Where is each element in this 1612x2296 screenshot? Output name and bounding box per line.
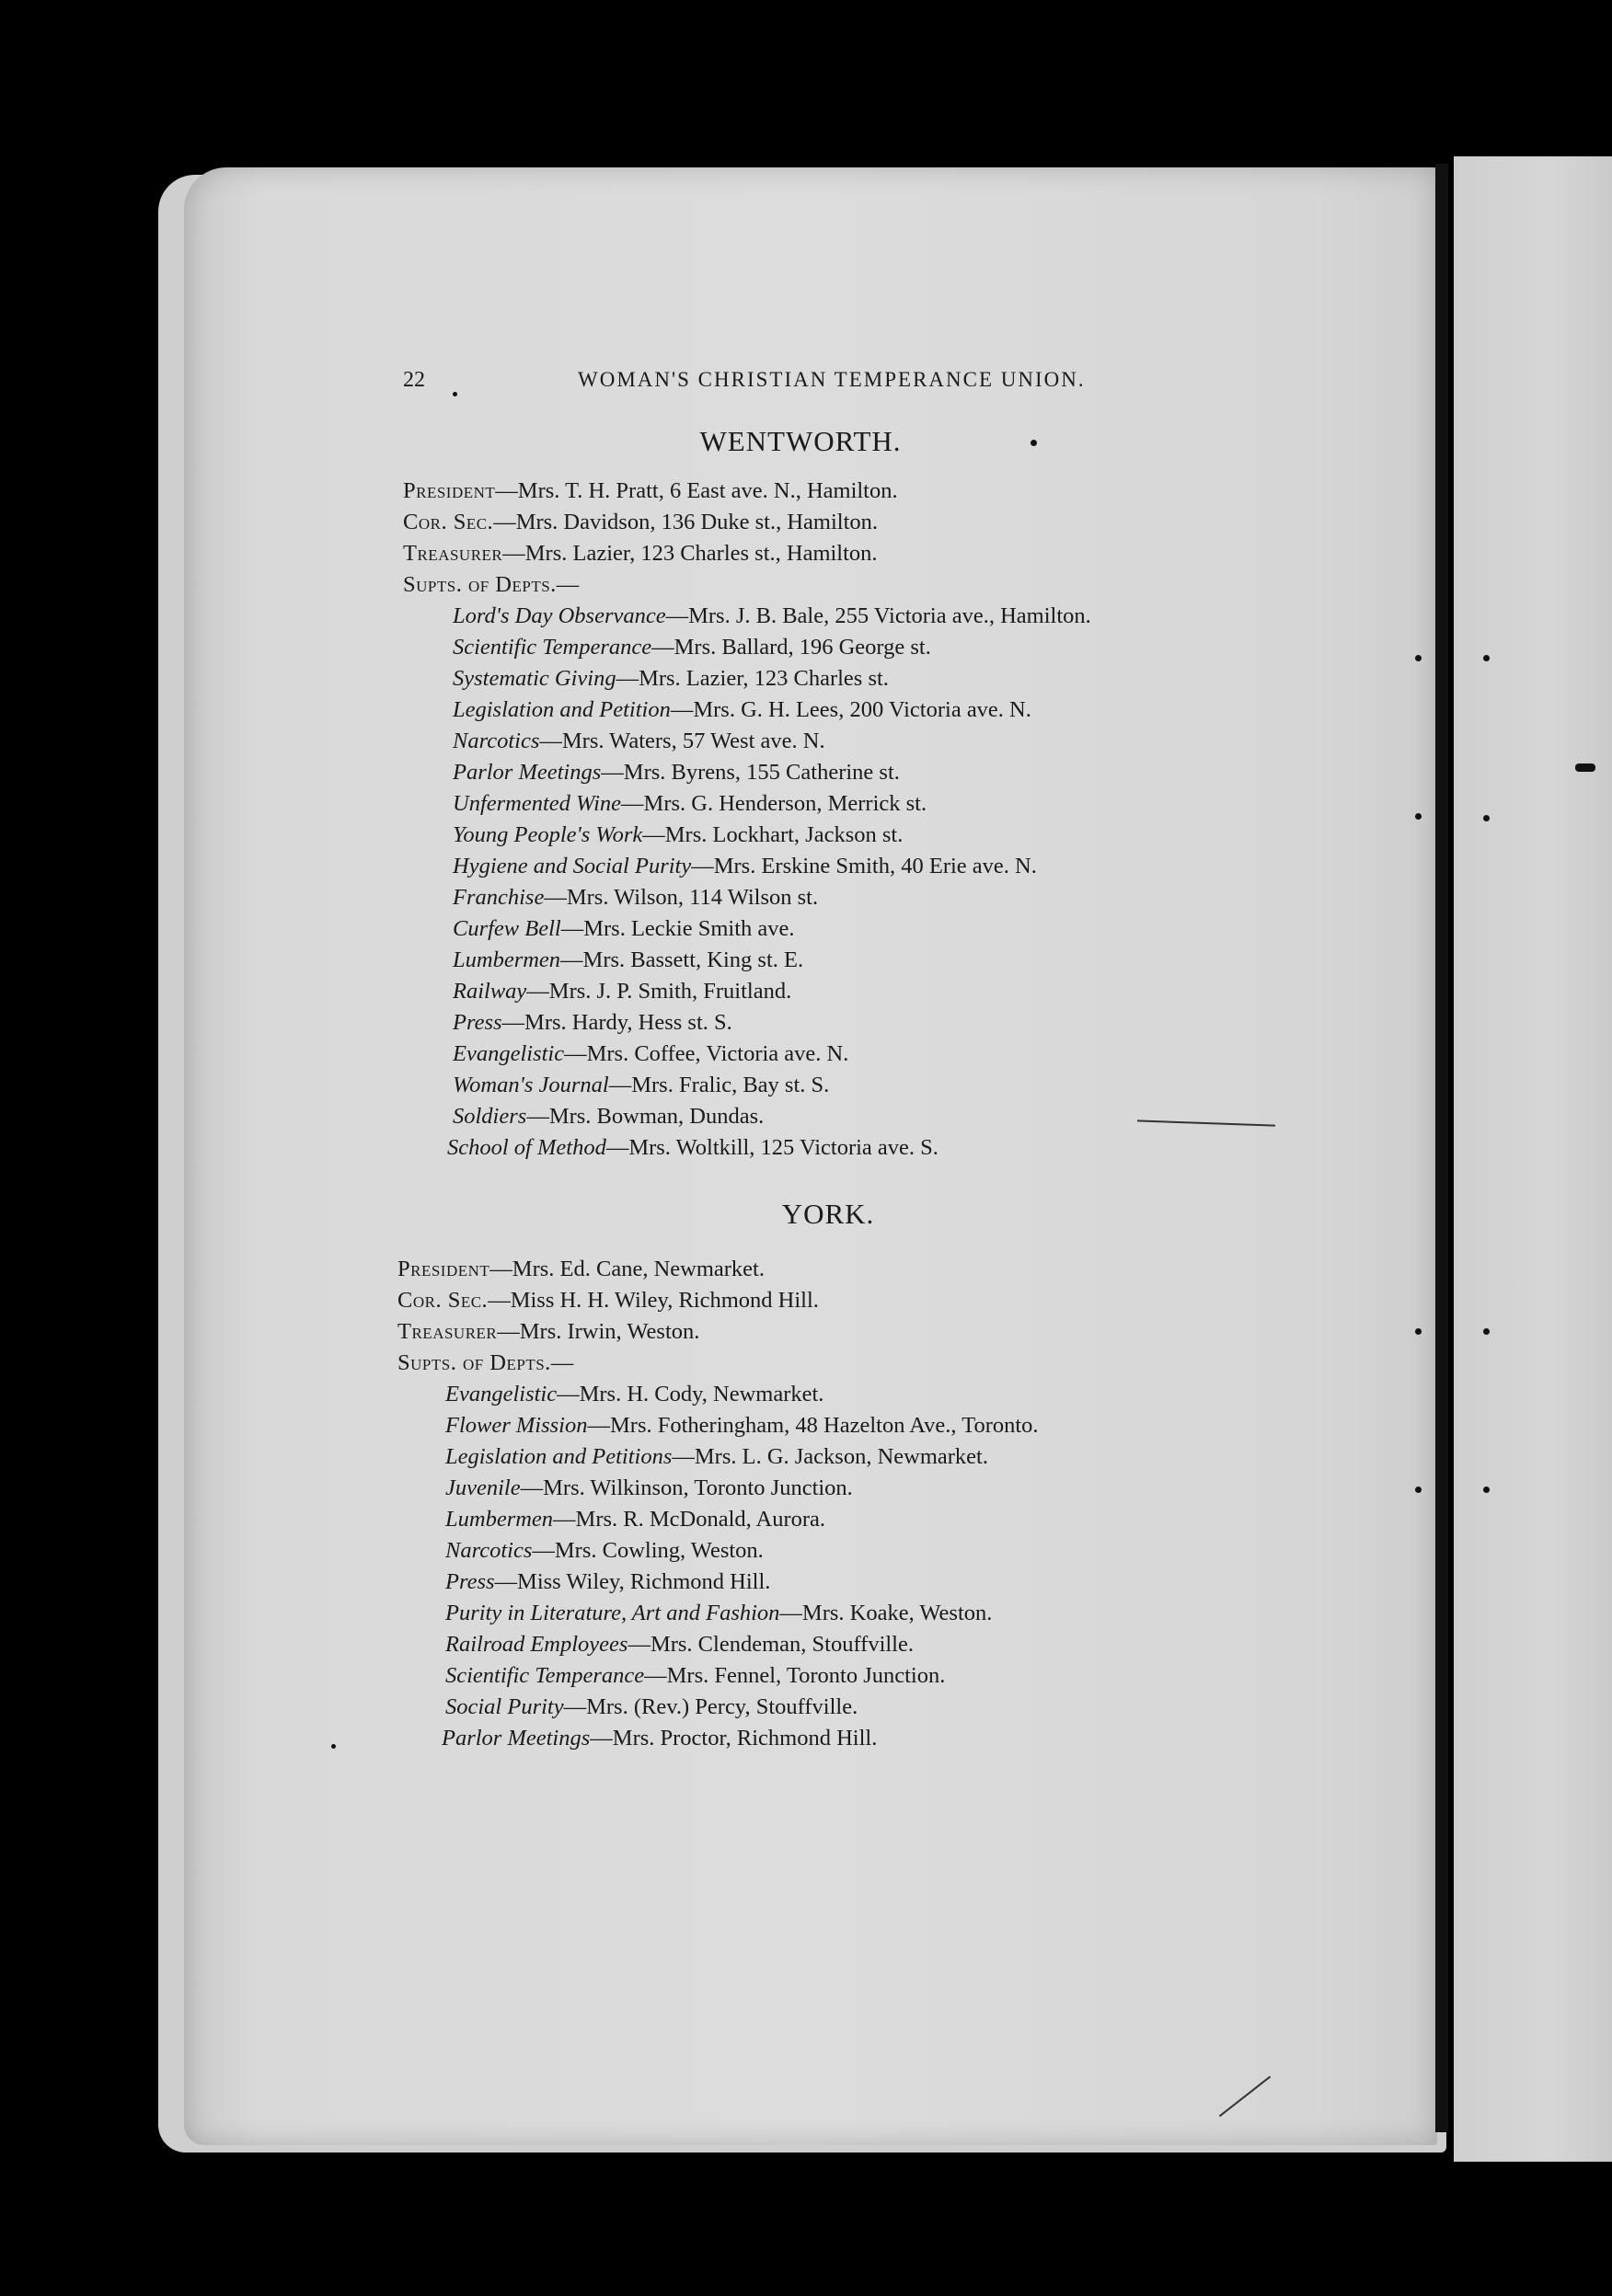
department-line [445,1413,1039,1439]
department-name: Soldiers [453,1104,527,1129]
department-text: —Mrs. Lockhart, Jackson st. [642,822,904,847]
running-head-title: WOMAN'S CHRISTIAN TEMPERANCE UNION. [578,368,1086,391]
department-name: Evangelistic [453,1041,565,1066]
department-name: Scientific Temperance [453,635,652,660]
department-line [453,697,1031,723]
department-line [445,1538,764,1564]
department-line [453,947,803,973]
department-line [453,885,818,911]
department-text: —Mrs. G. Henderson, Merrick st. [621,791,927,816]
department-text: —Mrs. L. G. Jackson, Newmarket. [672,1444,988,1469]
department-name: Unfermented Wine [453,791,622,816]
department-name: Scientific Temperance [445,1663,645,1688]
department-text: —Mrs. Fralic, Bay st. S. [608,1073,830,1097]
department-name: School of Method [447,1135,606,1160]
department-line [453,635,931,660]
scan-speck [1483,815,1490,821]
department-text: —Mrs. Ballard, 196 George st. [651,635,931,660]
department-name: Lord's Day Observance [453,603,666,628]
department-text: —Mrs. Clendeman, Stouffville. [628,1632,914,1657]
department-text: —Miss Wiley, Richmond Hill. [494,1569,771,1594]
department-text: —Mrs. Leckie Smith ave. [560,916,795,941]
officer-role: Treasurer [403,541,503,566]
department-text: —Mrs. Coffee, Victoria ave. N. [564,1041,849,1066]
scan-speck [1483,1328,1490,1335]
department-line [442,1726,877,1751]
department-name: Social Purity [445,1694,564,1719]
department-line [445,1694,858,1720]
department-text: —Mrs. Wilkinson, Toronto Junction. [520,1475,853,1500]
department-text: —Mrs. Waters, 57 West ave. N. [539,729,825,753]
department-name: Curfew Bell [453,916,561,941]
department-name: Press [453,1010,502,1035]
pencil-mark [1219,2076,1271,2118]
department-line [453,916,795,942]
department-text: —Mrs. J. B. Bale, 255 Victoria ave., Hamilton. [665,603,1091,628]
department-name: Narcotics [445,1538,533,1563]
department-name: Legislation and Petitions [445,1444,673,1469]
department-text: —Mrs. Woltkill, 125 Victoria ave. S. [605,1135,938,1160]
scan-speck [1575,763,1595,772]
scan-speck [1415,1328,1422,1335]
supts-heading: Supts. of Depts.— [397,1350,574,1375]
scan-speck [453,392,457,396]
supts-heading: Supts. of Depts.— [403,572,580,597]
department-text: —Mrs. Fennel, Toronto Junction. [644,1663,946,1688]
department-name: Railway [453,979,527,1004]
officer-line [403,510,878,535]
officer-role: Treasurer [397,1319,498,1344]
department-line [445,1663,945,1689]
department-line [453,1073,829,1098]
department-text: —Mrs. Bowman, Dundas. [526,1104,765,1129]
department-text: —Mrs. Bassett, King st. E. [560,947,804,972]
department-line [453,666,889,692]
department-line [453,822,903,848]
department-text: —Mrs. Byrens, 155 Catherine st. [601,760,900,785]
department-text: —Mrs. H. Cody, Newmarket. [557,1382,824,1406]
department-line [453,791,927,817]
section-title-wentworth: WENTWORTH. [699,425,902,457]
officer-text: —Mrs. Ed. Cane, Newmarket. [489,1257,765,1281]
department-text: —Mrs. Cowling, Weston. [532,1538,764,1563]
officer-line [397,1319,699,1345]
department-name: Purity in Literature, Art and Fashion [445,1601,780,1625]
department-name: Railroad Employees [445,1632,628,1657]
officer-text: —Miss H. H. Wiley, Richmond Hill. [488,1288,819,1313]
officer-text: —Mrs. Lazier, 123 Charles st., Hamilton. [502,541,878,566]
department-text: —Mrs. Proctor, Richmond Hill. [590,1726,878,1751]
department-name: Lumbermen [445,1507,554,1532]
department-line [453,1104,764,1130]
department-text: —Mrs. Erskine Smith, 40 Erie ave. N. [691,854,1037,878]
officer-line [403,478,898,504]
department-name: Legislation and Petition [453,697,671,722]
department-name: Flower Mission [445,1413,588,1438]
officer-role: Cor. Sec. [403,510,494,534]
department-line [445,1382,823,1407]
department-name: Lumbermen [453,947,561,972]
section-title-york: YORK. [781,1198,875,1230]
department-line [453,979,791,1004]
department-name: Franchise [453,885,545,910]
department-name: Evangelistic [445,1382,558,1406]
officer-line [397,1257,765,1282]
scan-speck [1483,655,1490,661]
department-line [445,1444,988,1470]
scan-speck [331,1744,336,1749]
scan-speck [1031,440,1037,446]
department-text: —Mrs. Wilson, 114 Wilson st. [544,885,819,910]
officer-text: —Mrs. Irwin, Weston. [497,1319,700,1344]
department-text: —Mrs. (Rev.) Percy, Stouffville. [563,1694,858,1719]
officer-role: Cor. Sec. [397,1288,489,1313]
department-text: —Mrs. R. McDonald, Aurora. [553,1507,826,1532]
scan-speck [1415,813,1422,820]
department-line [445,1569,770,1595]
scan-speck [1415,655,1422,661]
officer-role: President [403,478,496,503]
department-name: Press [445,1569,495,1594]
officer-line [397,1288,819,1314]
scan-speck [1415,1487,1422,1493]
page-number: 22 [403,368,425,392]
department-text: —Mrs. Koake, Weston. [779,1601,993,1625]
department-line [453,760,900,786]
department-line [453,1010,732,1036]
department-line [445,1632,914,1658]
pencil-mark [1137,1119,1275,1126]
department-name: Narcotics [453,729,540,753]
department-line [453,603,1091,629]
officer-line [403,541,878,567]
department-name: Parlor Meetings [453,760,602,785]
department-name: Young People's Work [453,822,643,847]
department-line [453,1041,848,1067]
officer-text: —Mrs. T. H. Pratt, 6 East ave. N., Hamilton. [495,478,898,503]
department-line [447,1135,938,1161]
department-line [445,1507,825,1533]
department-text: —Mrs. Hardy, Hess st. S. [501,1010,732,1035]
department-line [453,854,1037,879]
department-name: Woman's Journal [453,1073,609,1097]
department-line [445,1601,992,1626]
department-text: —Mrs. G. H. Lees, 200 Victoria ave. N. [670,697,1031,722]
officer-role: President [397,1257,490,1281]
department-text: —Mrs. J. P. Smith, Fruitland. [526,979,792,1004]
department-line [453,729,825,754]
department-text: —Mrs. Fotheringham, 48 Hazelton Ave., Toronto. [587,1413,1039,1438]
department-name: Systematic Giving [453,666,616,691]
department-name: Juvenile [445,1475,521,1500]
scan-speck [1483,1487,1490,1493]
department-line [445,1475,853,1501]
department-name: Parlor Meetings [442,1726,591,1751]
officer-text: —Mrs. Davidson, 136 Duke st., Hamilton. [493,510,879,534]
department-name: Hygiene and Social Purity [453,854,692,878]
department-text: —Mrs. Lazier, 123 Charles st. [616,666,889,691]
